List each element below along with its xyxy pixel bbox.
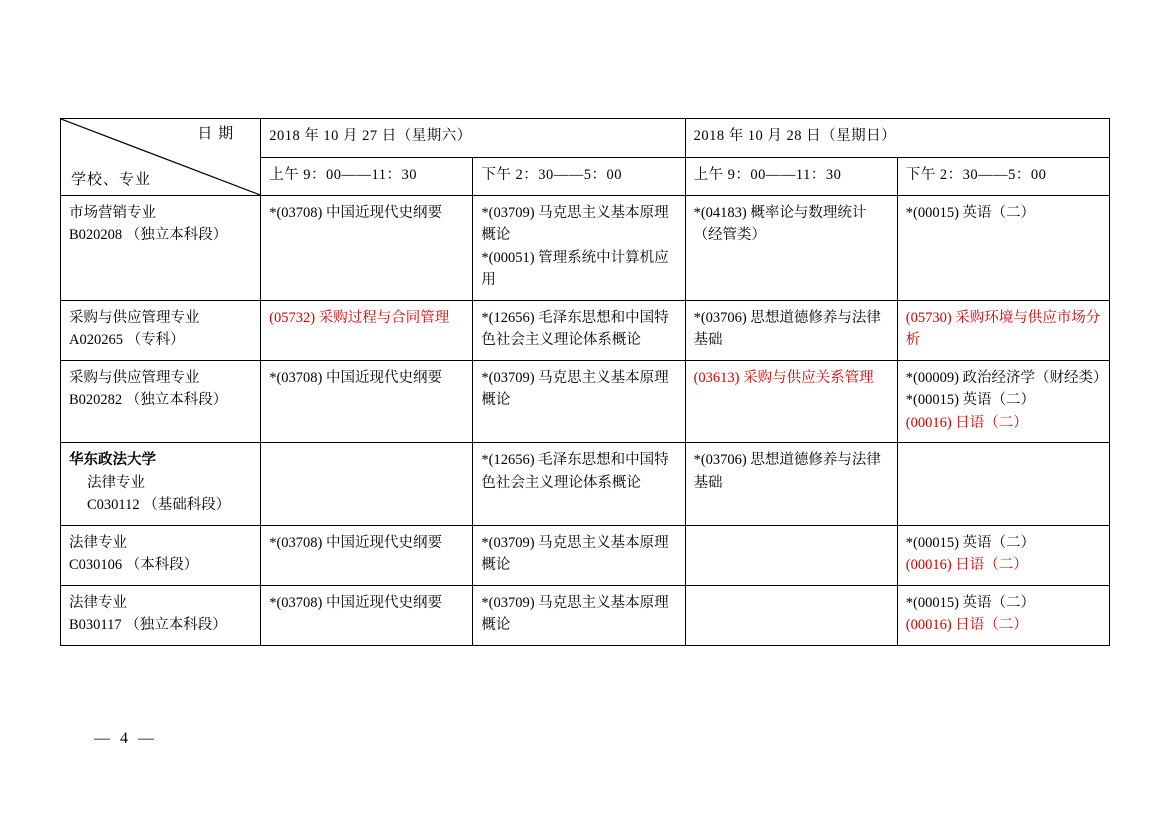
major-line: B020208 （独立本科段） bbox=[69, 227, 228, 244]
exam-subject: (05730) 采购环境与供应市场分析 bbox=[905, 309, 1101, 349]
exam-slot-cell bbox=[473, 585, 685, 645]
exam-subject: *(03709) 马克思主义基本原理概论 bbox=[481, 369, 669, 409]
exam-slot-cell bbox=[685, 585, 897, 645]
exam-subject: (05732) 采购过程与合同管理 bbox=[269, 309, 450, 326]
exam-subject: (03613) 采购与供应关系管理 bbox=[693, 369, 874, 386]
exam-slot-cell bbox=[897, 360, 1109, 442]
major-cell bbox=[61, 585, 261, 645]
exam-subject: *(00015) 英语（二） bbox=[905, 205, 1036, 221]
date-header-day2: 2018 年 10 月 28 日（星期日） bbox=[685, 119, 1109, 158]
exam-slot-cell bbox=[685, 360, 897, 442]
table-row bbox=[61, 360, 1110, 442]
major-line: B030117 （独立本科段） bbox=[69, 617, 227, 634]
exam-schedule-table bbox=[60, 118, 1110, 646]
exam-slot-cell bbox=[685, 443, 897, 525]
exam-slot-cell bbox=[473, 525, 685, 585]
table-row bbox=[61, 196, 1110, 301]
corner-school-label: 学校、专业 bbox=[71, 171, 152, 188]
exam-slot-cell bbox=[261, 585, 473, 645]
exam-slot-cell bbox=[685, 196, 897, 301]
major-line: 法律专业 bbox=[69, 534, 127, 551]
date-header-day1: 2018 年 10 月 27 日（星期六） bbox=[261, 119, 685, 158]
exam-subject: *(03709) 马克思主义基本原理概论 bbox=[481, 205, 669, 244]
exam-subject: *(03706) 思想道德修养与法律基础 bbox=[693, 309, 881, 349]
exam-slot-cell bbox=[897, 525, 1109, 585]
major-cell bbox=[61, 443, 261, 525]
exam-slot-cell bbox=[473, 443, 685, 525]
corner-header-cell bbox=[61, 119, 261, 196]
corner-date-label: 日 期 bbox=[197, 126, 235, 142]
exam-subject: (00016) 日语（二） bbox=[905, 617, 1028, 634]
exam-slot-cell bbox=[685, 300, 897, 360]
table-row bbox=[61, 443, 1110, 525]
table-body bbox=[61, 196, 1110, 646]
exam-slot-cell bbox=[261, 443, 473, 525]
exam-slot-cell bbox=[473, 300, 685, 360]
university-name: 华东政法大学 bbox=[69, 452, 156, 469]
exam-subject: *(00015) 英语（二） bbox=[905, 534, 1036, 551]
slot-header-1: 上午 9：00——11：30 bbox=[261, 157, 473, 196]
table-row bbox=[61, 585, 1110, 645]
exam-subject: (00016) 日语（二） bbox=[905, 414, 1028, 431]
major-line: 市场营销专业 bbox=[69, 205, 156, 221]
exam-subject: *(00015) 英语（二） bbox=[905, 392, 1036, 409]
table-row bbox=[61, 300, 1110, 360]
exam-slot-cell bbox=[685, 525, 897, 585]
exam-slot-cell bbox=[261, 196, 473, 301]
exam-slot-cell bbox=[261, 360, 473, 442]
exam-slot-cell bbox=[261, 525, 473, 585]
exam-subject: *(03708) 中国近现代史纲要 bbox=[269, 205, 442, 221]
exam-subject: *(03706) 思想道德修养与法律基础 bbox=[693, 452, 881, 491]
slot-header-4: 下午 2：30——5：00 bbox=[897, 157, 1109, 196]
major-cell bbox=[61, 360, 261, 442]
exam-slot-cell bbox=[473, 360, 685, 442]
major-cell bbox=[61, 196, 261, 301]
table-header bbox=[61, 119, 1110, 196]
exam-subject: *(03708) 中国近现代史纲要 bbox=[269, 369, 442, 386]
exam-slot-cell bbox=[473, 196, 685, 301]
major-line: C030106 （本科段） bbox=[69, 557, 199, 574]
major-line: C030112 （基础科段） bbox=[87, 497, 231, 514]
exam-subject: *(00009) 政治经济学（财经类） bbox=[905, 369, 1108, 386]
exam-subject: *(12656) 毛泽东思想和中国特色社会主义理论体系概论 bbox=[481, 452, 669, 491]
exam-subject: *(12656) 毛泽东思想和中国特色社会主义理论体系概论 bbox=[481, 309, 669, 349]
major-line: B020282 （独立本科段） bbox=[69, 392, 228, 409]
exam-subject: *(00015) 英语（二） bbox=[905, 594, 1036, 611]
exam-slot-cell bbox=[897, 443, 1109, 525]
major-line: A020265 （专科） bbox=[69, 332, 185, 349]
major-cell bbox=[61, 300, 261, 360]
exam-subject: *(03708) 中国近现代史纲要 bbox=[269, 594, 442, 611]
exam-subject: *(03709) 马克思主义基本原理概论 bbox=[481, 534, 669, 574]
table-row bbox=[61, 525, 1110, 585]
exam-slot-cell bbox=[261, 300, 473, 360]
exam-slot-cell bbox=[897, 196, 1109, 301]
slot-header-3: 上午 9：00——11：30 bbox=[685, 157, 897, 196]
major-line: 法律专业 bbox=[87, 474, 145, 491]
exam-subject: *(03709) 马克思主义基本原理概论 bbox=[481, 594, 669, 634]
major-line: 采购与供应管理专业 bbox=[69, 369, 200, 386]
exam-subject: *(00051) 管理系统中计算机应用 bbox=[481, 249, 669, 289]
exam-subject: (00016) 日语（二） bbox=[905, 557, 1028, 574]
exam-subject: *(04183) 概率论与数理统计（经管类） bbox=[693, 205, 867, 244]
header-row-dates bbox=[61, 119, 1110, 158]
major-line: 法律专业 bbox=[69, 594, 127, 611]
exam-subject: *(03708) 中国近现代史纲要 bbox=[269, 534, 442, 551]
major-cell bbox=[61, 525, 261, 585]
slot-header-2: 下午 2：30——5：00 bbox=[473, 157, 685, 196]
page-number: — 4 — bbox=[94, 730, 157, 747]
major-line: 采购与供应管理专业 bbox=[69, 309, 200, 326]
exam-slot-cell bbox=[897, 585, 1109, 645]
exam-slot-cell bbox=[897, 300, 1109, 360]
